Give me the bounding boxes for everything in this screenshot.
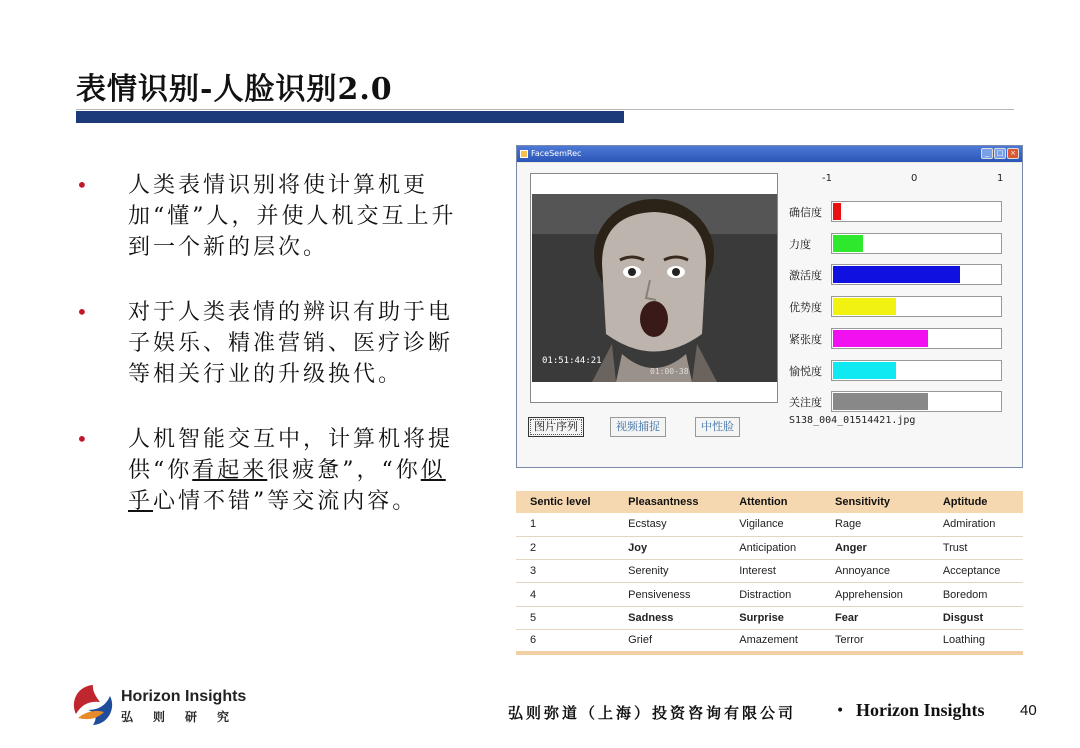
bullet-text-underlined: 似乎 <box>128 458 446 514</box>
table-cell: Apprehension <box>821 583 929 606</box>
title-rule-thin <box>76 109 1014 110</box>
table-cell: Surprise <box>725 606 821 629</box>
scale-label-mid: 0 <box>911 173 918 184</box>
meter-fill <box>833 330 928 347</box>
meter-label: 确信度 <box>789 206 822 219</box>
footer-separator: • <box>836 703 845 719</box>
bullet-item <box>76 424 466 517</box>
bullet-text: 很疲惫”，“你 <box>267 458 421 483</box>
photo-frame <box>530 173 778 403</box>
image-sequence-button[interactable]: 图片序列 <box>528 417 584 437</box>
meter-fill <box>833 266 960 283</box>
table-cell: Acceptance <box>929 560 1023 583</box>
meter-track <box>831 233 1002 254</box>
table-cell: 6 <box>516 629 614 652</box>
meter-label: 力度 <box>789 237 811 251</box>
photo-timestamp: 01:51:44:21 <box>542 356 602 366</box>
meter-row <box>789 360 1009 380</box>
meter-track <box>831 296 1002 317</box>
table-cell: Interest <box>725 560 821 583</box>
page-number: 40 <box>1020 702 1037 719</box>
table-cell: Distraction <box>725 583 821 606</box>
bullet-marker: • <box>76 427 91 451</box>
table-cell: 1 <box>516 513 614 536</box>
bullet-item <box>76 297 466 390</box>
title-rule-thick <box>76 111 624 123</box>
window-body <box>517 163 1022 467</box>
footer-company: 弘则弥道（上海）投资咨询有限公司 <box>508 704 797 722</box>
table-cell: Trust <box>929 536 1023 559</box>
table-cell: Pensiveness <box>614 583 725 606</box>
table-row <box>516 606 1023 629</box>
minimize-icon[interactable]: _ <box>981 148 993 159</box>
table-cell: Disgust <box>929 606 1023 629</box>
neutral-face-button[interactable]: 中性脸 <box>695 417 740 437</box>
scale-label-max: 1 <box>997 173 1004 184</box>
meter-track <box>831 201 1002 222</box>
meter-label: 愉悦度 <box>789 364 822 378</box>
column-header: Attention <box>725 491 821 513</box>
scale-label-min: -1 <box>822 173 832 184</box>
window-title: FaceSemRec <box>531 149 582 158</box>
table-cell: Anticipation <box>725 536 821 559</box>
meter-fill <box>833 235 863 252</box>
slide-title: 表情识别-人脸识别2.0 <box>76 72 393 107</box>
meter-label: 优势度 <box>789 301 822 315</box>
meter-track <box>831 391 1002 412</box>
close-icon[interactable]: × <box>1007 148 1019 159</box>
table-cell: Boredom <box>929 583 1023 606</box>
meter-track <box>831 360 1002 381</box>
maximize-icon[interactable]: □ <box>994 148 1006 159</box>
table-cell: Admiration <box>929 513 1023 536</box>
table-cell: Rage <box>821 513 929 536</box>
column-header: Sensitivity <box>821 491 929 513</box>
meter-label: 紧张度 <box>789 332 822 346</box>
bullet-text: 对于人类表情的辨识有助于电子娱乐、精准营销、医疗诊断等相关行业的升级换代。 <box>128 300 454 387</box>
meter-row <box>789 201 1009 221</box>
photo-timestamp-secondary: 01:00-38 <box>650 367 689 376</box>
bullet-marker: • <box>76 300 91 324</box>
table-cell: Ecstasy <box>614 513 725 536</box>
meter-label: 激活度 <box>789 269 822 283</box>
table-cell: Serenity <box>614 560 725 583</box>
face-photo <box>532 194 777 382</box>
logo-name: Horizon Insights <box>121 688 247 705</box>
bullet-text: 人机智能交互中，计算机将提供“你 <box>128 427 454 483</box>
bullet-text: 心情不错”等交流内容。 <box>153 489 418 514</box>
window-titlebar[interactable] <box>517 146 1022 162</box>
table-cell: Sadness <box>614 606 725 629</box>
meter-row <box>789 296 1009 316</box>
facesemrec-window <box>516 145 1023 468</box>
meter-fill <box>833 203 841 220</box>
table-cell: 3 <box>516 560 614 583</box>
table-body <box>516 513 1023 653</box>
meter-fill <box>833 393 928 410</box>
table-cell: Loathing <box>929 629 1023 652</box>
footer-brand: Horizon Insights <box>856 700 985 720</box>
video-capture-button[interactable]: 视频捕捉 <box>610 417 666 437</box>
column-header: Aptitude <box>929 491 1023 513</box>
table-cell: 5 <box>516 606 614 629</box>
table-cell: Terror <box>821 629 929 652</box>
meter-row <box>789 233 1009 253</box>
table-row <box>516 513 1023 536</box>
bullet-marker: • <box>76 173 91 197</box>
table-cell: Grief <box>614 629 725 652</box>
table-row <box>516 560 1023 583</box>
column-header: Pleasantness <box>614 491 725 513</box>
meter-fill <box>833 298 896 315</box>
column-header: Sentic level <box>516 491 614 513</box>
bullet-text-underlined: 看起来 <box>192 458 268 483</box>
meter-fill <box>833 362 896 379</box>
table-cell: Joy <box>614 536 725 559</box>
table-row <box>516 583 1023 606</box>
logo-cn-name: 弘则研究 <box>121 710 250 724</box>
meter-row <box>789 264 1009 284</box>
meter-row <box>789 391 1009 411</box>
table-row <box>516 536 1023 559</box>
emotion-table <box>516 491 1023 655</box>
meter-label: 关注度 <box>789 396 822 410</box>
table-cell: Annoyance <box>821 560 929 583</box>
bullet-text: 人类表情识别将使计算机更加“懂”人，并使人机交互上升到一个新的层次。 <box>128 173 457 260</box>
table-cell: Amazement <box>725 629 821 652</box>
table-cell: 2 <box>516 536 614 559</box>
window-controls <box>981 148 1019 159</box>
table-cell: 4 <box>516 583 614 606</box>
meter-track <box>831 328 1002 349</box>
table-header-row <box>516 491 1023 513</box>
table-row <box>516 629 1023 652</box>
table-cell: Anger <box>821 536 929 559</box>
meter-row <box>789 328 1009 348</box>
face-image-icon <box>532 194 777 382</box>
bullet-item <box>76 170 466 263</box>
table-cell: Fear <box>821 606 929 629</box>
horizon-logo-icon <box>70 682 116 728</box>
table-cell: Vigilance <box>725 513 821 536</box>
bullet-list <box>76 170 466 551</box>
app-icon <box>520 150 528 158</box>
meter-track <box>831 264 1002 285</box>
image-filename: S138_004_01514421.jpg <box>789 415 916 426</box>
